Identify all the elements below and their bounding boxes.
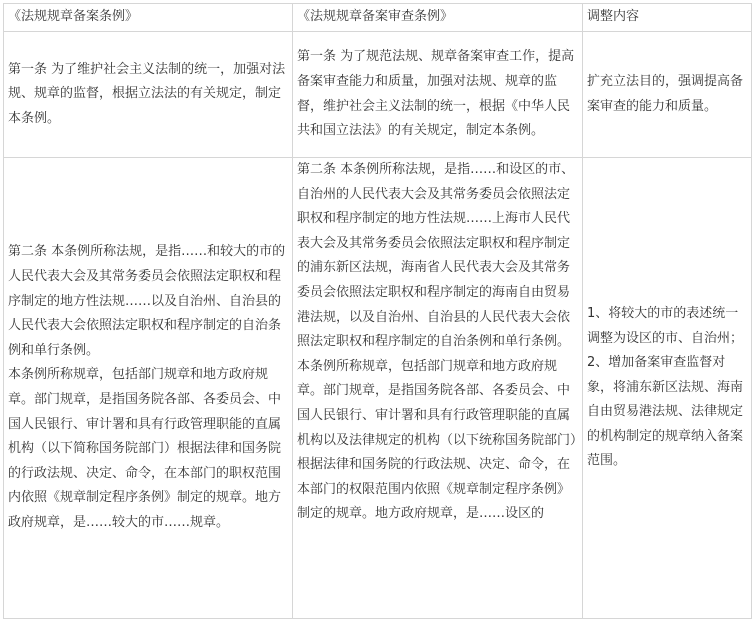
- adjustment-item: 1、将较大的市的表述统一调整为设区的市、自治州；: [587, 305, 744, 346]
- new-article-cell: [293, 158, 583, 619]
- new-article-text: 第二条 本条例所称法规，是指……和设区的市、自治州的人民代表大会及其常务委员会依照法定职权和程序制定的地方性法规……上海市人民代表大会及其常务委员会依照法定职权和程序制定的浦东新区法规，海南省人民代表大会及其常务委员会依照法定职权和程序制定的海南自由贸易港法规，以及自治州、自治县的人民代表大会依照法定职权和程序制定的自治条例和单行条例。: [297, 162, 575, 350]
- adjustment-item: 2、增加备案审查监督对象，将浦东新区法规、海南自由贸易港法规、法律规定的机构制定的规章纳入备案范围。: [587, 355, 744, 469]
- old-article-text: 本条例所称规章，包括部门规章和地方政府规章。部门规章，是指国务院各部、各委员会、中国人民银行、审计署和具有行政管理职能的直属机构（以下简称国务院部门）根据法律和国务院的行政法规、决定、命令，在本部门的职权范围内依照《规章制定程序条例》制定的规章。地方政府规章，是……较大的市……规章。: [8, 367, 282, 530]
- new-article-text: 第一条 为了规范法规、规章备案审查工作，提高备案审查能力和质量，加强对法规、规章的监督，维护社会主义法制的统一，根据《中华人民共和国立法法》的有关规定，制定本条例。: [297, 49, 575, 139]
- comparison-table: [3, 3, 752, 619]
- old-article-text: 第二条 本条例所称法规，是指……和较大的市的人民代表大会及其常务委员会依照法定职权和程序制定的地方性法规……以及自治州、自治县的人民代表大会依照法定职权和程序制定的自治条例和单行条例。: [8, 244, 286, 358]
- header-old-regulation: 《法规规章备案条例》: [4, 4, 293, 32]
- header-row: [4, 4, 752, 32]
- table-row: [4, 32, 752, 158]
- header-new-regulation: 《法规规章备案审查条例》: [293, 4, 583, 32]
- old-article-cell: [4, 32, 293, 158]
- adjustment-text: 扩充立法目的，强调提高备案审查的能力和质量。: [587, 73, 744, 114]
- adjustment-cell: [583, 158, 752, 619]
- table-row: [4, 158, 752, 619]
- new-article-cell: [293, 32, 583, 158]
- old-article-text: 第一条 为了维护社会主义法制的统一，加强对法规、规章的监督，根据立法法的有关规定，制定本条例。: [8, 61, 286, 126]
- new-article-text: 本条例所称规章，包括部门规章和地方政府规章。部门规章，是指国务院各部、各委员会、中国人民银行、审计署和具有行政管理职能的直属机构以及法律规定的机构（以下统称国务院部门）根据法律和国务院的行政法规、决定、命令，在本部门的权限范围内依照《规章制定程序条例》制定的规章。地方政府规章，是……设区的: [297, 358, 577, 522]
- header-adjustment: 调整内容: [583, 4, 752, 32]
- old-article-cell: [4, 158, 293, 619]
- adjustment-cell: [583, 32, 752, 158]
